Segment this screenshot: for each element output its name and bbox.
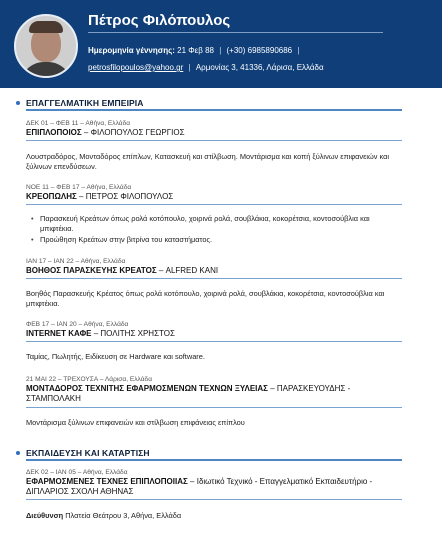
job-title-line: ΚΡΕΟΠΩΛΗΣ – ΠΕΤΡΟΣ ΦΙΛΟΠΟΥΛΟΣ (26, 192, 174, 201)
person-name: Πέτρος Φιλόπουλος (88, 12, 231, 29)
job-rule (26, 204, 402, 205)
job-title: INTERNET ΚΑΦΕ (26, 329, 92, 338)
job-title-line: ΕΠΙΠΛΟΠΟΙΟΣ – ΦΙΛΟΠΟΥΛΟΣ ΓΕΩΡΓΙΟΣ (26, 128, 185, 137)
education-rule-thin (26, 499, 402, 500)
job-description: Λουστραδόρος, Μονταδόρος επίπλων, Κατασκευή και στίλβωση. Μοντάρισμα και κοπή ξύλινων επιφανειών και ξύλινων επενδύσεων. (26, 152, 390, 171)
education-meta: ΔΕΚ 02 – ΙΑΝ 05 – Αθήνα, Ελλάδα (26, 469, 128, 476)
job-title-line: ΜΟΝΤΑΔΟΡΟΣ ΤΕΧΝΙΤΗΣ ΕΦΑΡΜΟΣΜΕΝΩΝ ΤΕΧΝΩΝ ΞΥΛΕΙΑΣ – ΠΑΡΑΣΚΕΥΟΥΔΗΣ - ΣΤΑΜΠΟΛΑΚΗ (26, 384, 351, 403)
birth-value: 21 Φεβ 88 (177, 46, 214, 55)
job-employer: ΠΑΡΑΣΚΕΥΟΥΔΗΣ - ΣΤΑΜΠΟΛΑΚΗ (26, 384, 351, 403)
address-label: Διεύθυνση (26, 511, 64, 520)
photo-hair (29, 21, 63, 33)
job-rule (26, 278, 402, 279)
header-line-2 (88, 63, 324, 72)
section-bullet-icon (16, 451, 20, 455)
address-value: Πλατεία Θεάτρου 3, Αθήνα, Ελλάδα (65, 511, 182, 520)
education-title-line: ΕΦΑΡΜΟΣΜΕΝΕΣ ΤΕΧΝΕΣ ΕΠΙΠΛΟΠΟΙΙΑΣ – Ιδιωτικό Τεχνικό - Επαγγελματικό Εκπαιδευτήριο - ΔΙΠΛΑΡΙΟΣ ΣΧΟΛΗ ΑΘΗΝΑΣ (26, 477, 373, 496)
header-line-1 (88, 46, 302, 55)
birth-label: Ημερομηνία γέννησης: (88, 46, 175, 55)
job-employer: ΠΟΛΙΤΗΣ ΧΡΗΣΤΟΣ (100, 329, 175, 338)
phone-number[interactable]: (+30) 6985890686 (226, 46, 293, 55)
education-title: ΕΦΑΡΜΟΣΜΕΝΕΣ ΤΕΧΝΕΣ ΕΠΙΠΛΟΠΟΙΙΑΣ (26, 477, 188, 486)
job-title-line: INTERNET ΚΑΦΕ – ΠΟΛΙΤΗΣ ΧΡΗΣΤΟΣ (26, 329, 175, 338)
home-address: Αρμονίας 3, 41336, Λάρισα, Ελλάδα (195, 63, 324, 72)
photo-shoulders (20, 62, 72, 78)
job-employer: ALFRED KANI (165, 266, 219, 275)
separator: | (188, 63, 191, 72)
cv-header (0, 0, 442, 88)
job-employer: ΦΙΛΟΠΟΥΛΟΣ ΓΕΩΡΓΙΟΣ (90, 128, 185, 137)
separator: | (297, 46, 300, 55)
experience-heading: ΕΠΑΓΓΕΛΜΑΤΙΚΗ ΕΜΠΕΙΡΙΑ (26, 98, 144, 108)
education-address (26, 511, 402, 521)
job-meta: ΙΑΝ 17 – ΙΑΝ 22 – Αθήνα, Ελλάδα (26, 258, 126, 265)
email-link[interactable]: petrosfilopoulos@yahoo.gr (88, 63, 184, 72)
job-description: Μοντάρισμα ξύλινων επιφανειών και στίλβωση επιφάνειας επίπλου (26, 418, 245, 427)
separator: | (219, 46, 222, 55)
job-meta: ΝΟΕ 11 – ΦΕΒ 17 – Αθήνα, Ελλάδα (26, 184, 132, 191)
job-description: Βοηθός Παρασκευής Κρέατος όπως ρολά κοτόπουλο, χοιρινά ρολά, σουβλάκια, κοκορέτσια, κοντοσούβλια και μπιφτέκια. (26, 289, 385, 308)
job-rule (26, 407, 402, 408)
job-title: ΜΟΝΤΑΔΟΡΟΣ ΤΕΧΝΙΤΗΣ ΕΦΑΡΜΟΣΜΕΝΩΝ ΤΕΧΝΩΝ ΞΥΛΕΙΑΣ (26, 384, 268, 393)
job-bullet: • Παρασκευή Κρεάτων όπως ρολά κοτόπουλο, χοιρινά ρολά, σουβλάκια, κοκορέτσια, κοντοσούβλια και μπιφτέκια. (40, 214, 400, 234)
section-bullet-icon (16, 101, 20, 105)
profile-photo (14, 14, 78, 78)
education-institution: Ιδιωτικό Τεχνικό - Επαγγελματικό Εκπαιδευτήριο - ΔΙΠΛΑΡΙΟΣ ΣΧΟΛΗ ΑΘΗΝΑΣ (26, 477, 373, 496)
job-bullet: • Προώθηση Κρεάτων στην βιτρίνα του καταστήματος. (40, 235, 400, 245)
job-title: ΒΟΗΘΟΣ ΠΑΡΑΣΚΕΥΗΣ ΚΡΕΑΤΟΣ (26, 266, 157, 275)
job-meta: 21 ΜΑΙ 22 – ΤΡΕΧΟΥΣΑ – Λάρισα, Ελλάδα (26, 376, 153, 383)
name-divider (88, 32, 383, 33)
experience-rule (26, 109, 402, 111)
job-description: Ταμίας, Πωλητής, Ειδίκευση σε Hardware και software. (26, 352, 205, 361)
education-heading: ΕΚΠΑΙΔΕΥΣΗ ΚΑΙ ΚΑΤΑΡΤΙΣΗ (26, 448, 150, 458)
job-meta: ΦΕΒ 17 – ΙΑΝ 20 – Αθήνα, Ελλάδα (26, 321, 129, 328)
job-title: ΚΡΕΟΠΩΛΗΣ (26, 192, 77, 201)
education-rule (26, 459, 402, 461)
job-title: ΕΠΙΠΛΟΠΟΙΟΣ (26, 128, 82, 137)
job-title-line: ΒΟΗΘΟΣ ΠΑΡΑΣΚΕΥΗΣ ΚΡΕΑΤΟΣ – ALFRED KANI (26, 266, 219, 275)
job-rule (26, 341, 402, 342)
job-employer: ΠΕΤΡΟΣ ΦΙΛΟΠΟΥΛΟΣ (85, 192, 174, 201)
job-meta: ΔΕΚ 01 – ΦΕΒ 11 – Αθήνα, Ελλάδα (26, 120, 131, 127)
job-rule (26, 140, 402, 141)
